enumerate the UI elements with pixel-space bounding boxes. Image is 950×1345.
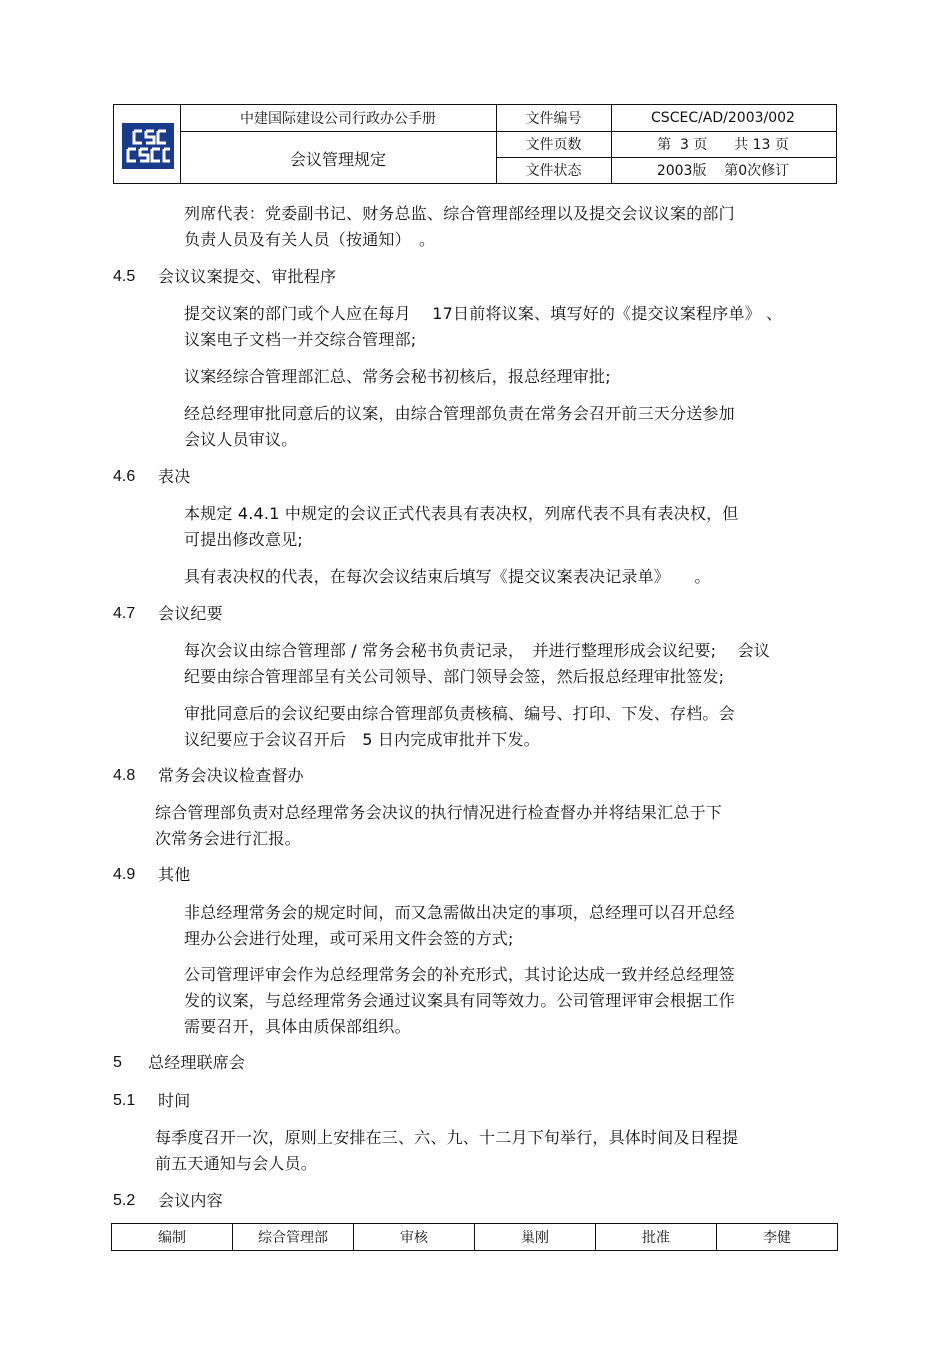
- manual-title: 中建国际建设公司行政办公手册: [240, 111, 436, 127]
- reviewed-value: 巢刚: [475, 1224, 596, 1250]
- section-heading: 常务会决议检查督办: [158, 766, 304, 785]
- pages-value: 第 3 页 共 13 页: [657, 137, 789, 153]
- document-header-table: [113, 104, 837, 184]
- paragraph: 具有表决权的代表，在每次会议结束后填写《提交议案表决记录单》 。: [184, 567, 711, 586]
- paragraph: 议案经综合管理部汇总、常务会秘书初核后，报总经理审批;: [184, 367, 611, 386]
- approved-value: 李健: [763, 1230, 791, 1246]
- pages-label: 文件页数: [525, 137, 582, 153]
- reviewed-label: 审核: [354, 1224, 475, 1250]
- section-number: 4.7: [113, 605, 136, 622]
- section-number: 5.1: [113, 1092, 136, 1109]
- approved-label: 批准: [596, 1224, 717, 1250]
- paragraph: 经总经理审批同意后的议案，由综合管理部负责在常务会召开前三天分送参加 会议人员审议。: [184, 404, 735, 449]
- status-value: 2003版 第0次修订: [656, 163, 790, 179]
- section-heading: 表决: [158, 467, 191, 486]
- section-number: 4.5: [113, 268, 136, 285]
- section-number: 4.9: [113, 866, 136, 883]
- section-heading: 其他: [158, 865, 191, 884]
- paragraph: 提交议案的部门或个人应在每月 17日前将议案、填写好的《提交议案程序单》 、 议案电子文档一并交综合管理部;: [184, 304, 783, 349]
- cscec-logo: [122, 123, 174, 169]
- approval-table: [111, 1223, 838, 1251]
- section-number: 4.6: [113, 468, 136, 485]
- section-number: 5.2: [113, 1192, 136, 1209]
- prepared-value: 综合管理部: [233, 1224, 354, 1250]
- section-number: 5: [113, 1054, 122, 1071]
- doc-no-label: 文件编号: [525, 111, 582, 127]
- paragraph: 每次会议由综合管理部 / 常务会秘书负责记录， 并进行整理形成会议纪要; 会议 纪要由综合管理部呈有关公司领导、部门领导会签，然后报总经理审批签发;: [184, 641, 771, 686]
- section-heading: 会议内容: [158, 1191, 223, 1210]
- section-heading: 会议纪要: [158, 604, 223, 623]
- section-heading: 总经理联席会: [148, 1053, 246, 1072]
- paragraph: 综合管理部负责对总经理常务会决议的执行情况进行检查督办并将结果汇总于下 次常务会进行汇报。: [155, 803, 723, 848]
- prepared-label: 编制: [112, 1224, 233, 1250]
- paragraph: 审批同意后的会议纪要由综合管理部负责核稿、编号、打印、下发、存档。会 议纪要应于会议召开后 5 日内完成审批并下发。: [184, 704, 735, 749]
- paragraph: 本规定 4.4.1 中规定的会议正式代表具有表决权，列席代表不具有表决权，但 可提出修改意见;: [184, 504, 739, 549]
- paragraph: 非总经理常务会的规定时间，而又急需做出决定的事项，总经理可以召开总经 理办公会进行处理，或可采用文件会签的方式;: [184, 903, 735, 948]
- section-number: 4.8: [113, 767, 136, 784]
- paragraph: 公司管理评审会作为总经理常务会的补充形式，其讨论达成一致并经总经理签 发的议案，与总经理常务会通过议案具有同等效力。公司管理评审会根据工作 需要召开，具体由质保部组织。: [184, 965, 735, 1036]
- doc-title: 会议管理规定: [289, 149, 386, 169]
- doc-no-value: CSCEC/AD/2003/002: [651, 110, 795, 126]
- paragraph: 每季度召开一次，原则上安排在三、六、九、十二月下旬举行，具体时间及日程提 前五天通知与会人员。: [155, 1128, 739, 1173]
- section-heading: 会议议案提交、审批程序: [158, 267, 337, 286]
- section-heading: 时间: [158, 1091, 191, 1110]
- status-label: 文件状态: [525, 163, 582, 179]
- paragraph: 列席代表：党委副书记、财务总监、综合管理部经理以及提交会议议案的部门 负责人员及有关人员（按通知） 。: [184, 204, 735, 249]
